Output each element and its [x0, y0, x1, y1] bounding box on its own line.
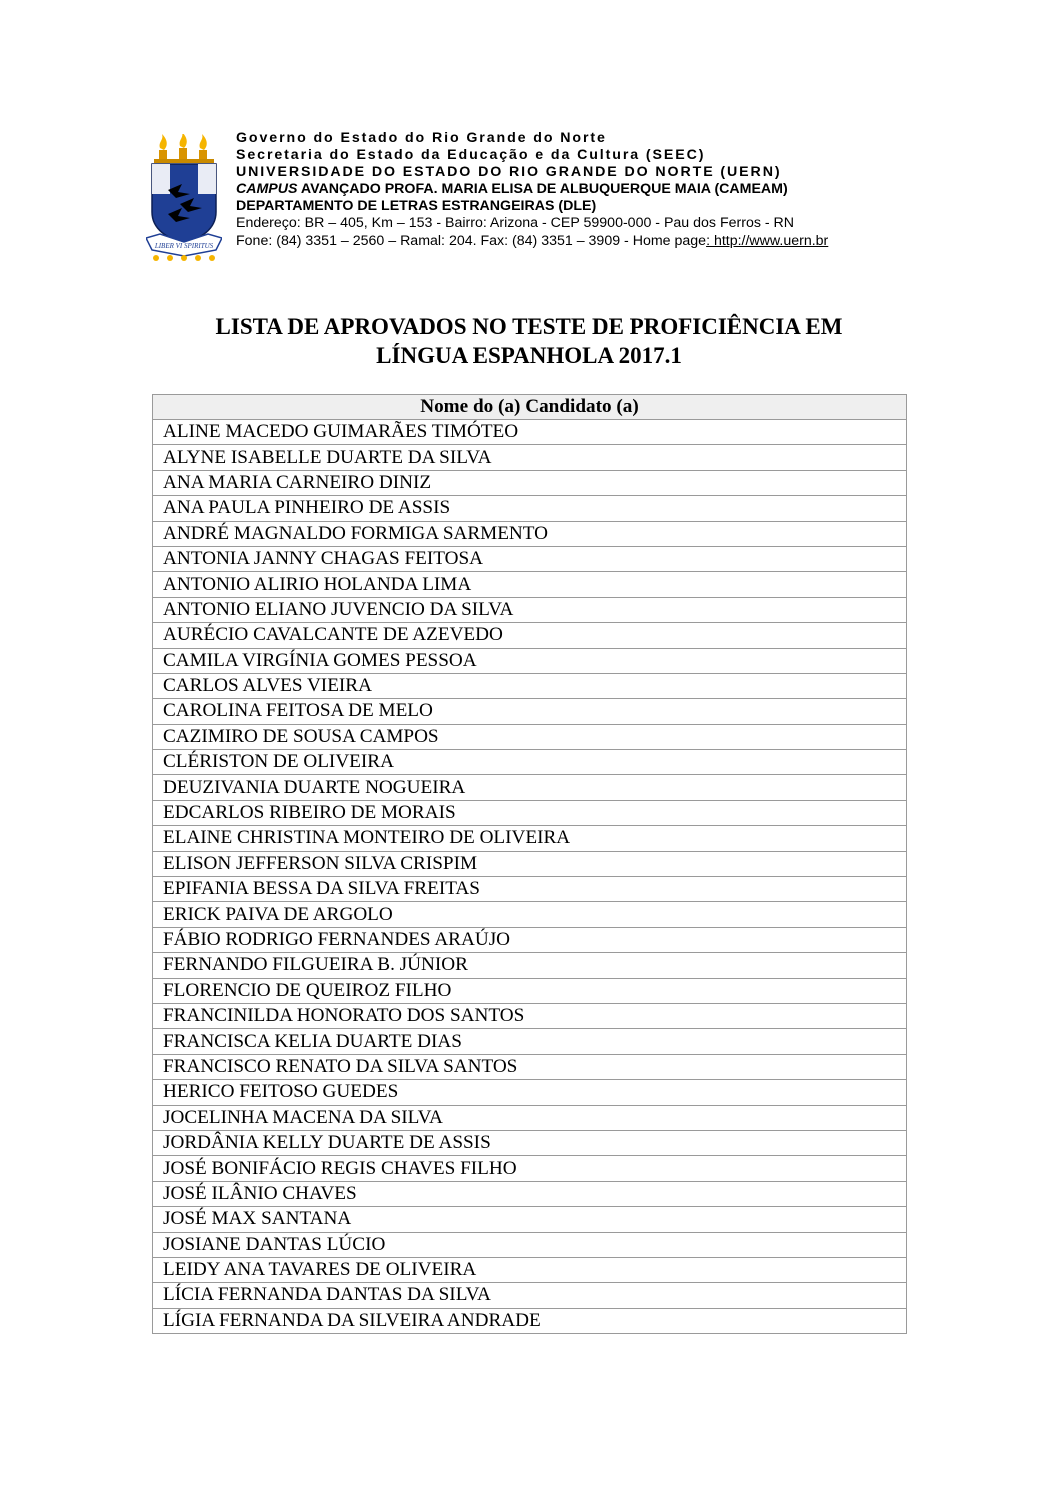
- table-row: [153, 775, 907, 800]
- candidate-name-cell: ALINE MACEDO GUIMARÃES TIMÓTEO: [153, 420, 907, 445]
- table-row: [153, 546, 907, 571]
- table-row: [153, 521, 907, 546]
- candidate-name-cell: JOSÉ MAX SANTANA: [153, 1207, 907, 1232]
- letterhead-contact: [236, 233, 828, 250]
- table-row: [153, 902, 907, 927]
- table-row: [153, 1105, 907, 1130]
- candidate-name-cell: JOSIANE DANTAS LÚCIO: [153, 1232, 907, 1257]
- torch-icon: [159, 134, 167, 160]
- candidate-name-cell: ALYNE ISABELLE DUARTE DA SILVA: [153, 445, 907, 470]
- table-row: [153, 572, 907, 597]
- homepage-link[interactable]: : http://www.uern.br: [706, 232, 829, 249]
- table-row: [153, 877, 907, 902]
- candidate-name-cell: ANTONIA JANNY CHAGAS FEITOSA: [153, 546, 907, 571]
- page-title: [0, 312, 1058, 370]
- letterhead-campus-italic: CAMPUS: [236, 181, 298, 198]
- table-row: [153, 927, 907, 952]
- table-row: [153, 1003, 907, 1028]
- candidate-name-cell: FÁBIO RODRIGO FERNANDES ARAÚJO: [153, 927, 907, 952]
- table-header-row: [153, 395, 907, 420]
- page-title-line2: LÍNGUA ESPANHOLA 2017.1: [376, 343, 682, 368]
- table-row: [153, 648, 907, 673]
- candidate-name-cell: ANTONIO ELIANO JUVENCIO DA SILVA: [153, 597, 907, 622]
- table-row: [153, 851, 907, 876]
- table-row: [153, 496, 907, 521]
- letterhead-university: UNIVERSIDADE DO ESTADO DO RIO GRANDE DO NORTE (UERN): [236, 164, 782, 181]
- letterhead-phone: Fone: (84) 3351 – 2560 – Ramal: 204. Fax: (84) 3351 – 3909 - Home page: [236, 232, 707, 249]
- candidate-name-cell: CAZIMIRO DE SOUSA CAMPOS: [153, 724, 907, 749]
- candidate-name-cell: CAROLINA FEITOSA DE MELO: [153, 699, 907, 724]
- table-row: [153, 445, 907, 470]
- candidate-name-cell: CARLOS ALVES VIEIRA: [153, 673, 907, 698]
- candidate-name-cell: CAMILA VIRGÍNIA GOMES PESSOA: [153, 648, 907, 673]
- table-row: [153, 1181, 907, 1206]
- table-row: [153, 826, 907, 851]
- torch-icon: [199, 134, 207, 160]
- table-row: [153, 420, 907, 445]
- letterhead: [146, 130, 926, 270]
- candidate-name-cell: EPIFANIA BESSA DA SILVA FREITAS: [153, 877, 907, 902]
- candidate-name-cell: JOSÉ ILÂNIO CHAVES: [153, 1181, 907, 1206]
- table-row: [153, 1207, 907, 1232]
- candidate-name-cell: ELISON JEFFERSON SILVA CRISPIM: [153, 851, 907, 876]
- candidate-name-cell: JOSÉ BONIFÁCIO REGIS CHAVES FILHO: [153, 1156, 907, 1181]
- candidate-name-cell: FERNANDO FILGUEIRA B. JÚNIOR: [153, 953, 907, 978]
- candidate-name-cell: DEUZIVANIA DUARTE NOGUEIRA: [153, 775, 907, 800]
- letterhead-text: [236, 130, 828, 250]
- candidate-name-cell: ELAINE CHRISTINA MONTEIRO DE OLIVEIRA: [153, 826, 907, 851]
- letterhead-secretariat: Secretaria do Estado da Educação e da Cultura (SEEC): [236, 147, 706, 164]
- table-row: [153, 1156, 907, 1181]
- candidate-name-cell: LEIDY ANA TAVARES DE OLIVEIRA: [153, 1257, 907, 1282]
- candidate-name-cell: LÍCIA FERNANDA DANTAS DA SILVA: [153, 1283, 907, 1308]
- table-row: [153, 1080, 907, 1105]
- table-row: [153, 1232, 907, 1257]
- letterhead-campus-name: AVANÇADO PROFA. MARIA ELISA DE ALBUQUERQUE MAIA (CAMEAM): [297, 181, 788, 198]
- table-row: [153, 470, 907, 495]
- letterhead-government: Governo do Estado do Rio Grande do Norte: [236, 130, 607, 146]
- uern-crest-logo: [146, 134, 222, 262]
- table-row: [153, 1257, 907, 1282]
- page-title-line1: LISTA DE APROVADOS NO TESTE DE PROFICIÊNCIA EM: [215, 314, 843, 339]
- table-row: [153, 1283, 907, 1308]
- candidate-name-cell: FLORENCIO DE QUEIROZ FILHO: [153, 978, 907, 1003]
- table-row: [153, 750, 907, 775]
- table-body: [153, 420, 907, 1334]
- table-row: [153, 953, 907, 978]
- letterhead-address: Endereço: BR – 405, Km – 153 - Bairro: Arizona - CEP 59900-000 - Pau dos Ferros - RN: [236, 215, 795, 232]
- candidate-name-cell: EDCARLOS RIBEIRO DE MORAIS: [153, 800, 907, 825]
- candidate-name-cell: JORDÂNIA KELLY DUARTE DE ASSIS: [153, 1130, 907, 1155]
- table-row: [153, 1029, 907, 1054]
- candidate-name-cell: JOCELINHA MACENA DA SILVA: [153, 1105, 907, 1130]
- candidate-name-cell: ERICK PAIVA DE ARGOLO: [153, 902, 907, 927]
- candidate-name-cell: FRANCISCO RENATO DA SILVA SANTOS: [153, 1054, 907, 1079]
- candidate-name-cell: CLÉRISTON DE OLIVEIRA: [153, 750, 907, 775]
- letterhead-department: DEPARTAMENTO DE LETRAS ESTRANGEIRAS (DLE): [236, 198, 597, 215]
- candidate-name-cell: ANDRÉ MAGNALDO FORMIGA SARMENTO: [153, 521, 907, 546]
- table-row: [153, 623, 907, 648]
- candidate-name-cell: ANA PAULA PINHEIRO DE ASSIS: [153, 496, 907, 521]
- table-row: [153, 699, 907, 724]
- candidate-name-cell: FRANCISCA KELIA DUARTE DIAS: [153, 1029, 907, 1054]
- candidate-name-cell: HERICO FEITOSO GUEDES: [153, 1080, 907, 1105]
- table-row: [153, 1054, 907, 1079]
- candidate-name-cell: LÍGIA FERNANDA DA SILVEIRA ANDRADE: [153, 1308, 907, 1333]
- torch-icon: [179, 134, 187, 160]
- candidate-name-cell: AURÉCIO CAVALCANTE DE AZEVEDO: [153, 623, 907, 648]
- candidate-name-cell: ANTONIO ALIRIO HOLANDA LIMA: [153, 572, 907, 597]
- table-row: [153, 1308, 907, 1333]
- column-header-candidate-name: Nome do (a) Candidato (a): [153, 395, 907, 420]
- table-row: [153, 597, 907, 622]
- table-row: [153, 1130, 907, 1155]
- candidate-name-cell: ANA MARIA CARNEIRO DINIZ: [153, 470, 907, 495]
- letterhead-campus: [236, 181, 828, 198]
- logo-motto: LIBER VI SPIRITUS: [154, 242, 214, 250]
- table-row: [153, 673, 907, 698]
- candidate-name-cell: FRANCINILDA HONORATO DOS SANTOS: [153, 1003, 907, 1028]
- table-row: [153, 724, 907, 749]
- table-row: [153, 800, 907, 825]
- table-row: [153, 978, 907, 1003]
- approved-candidates-table: [152, 394, 907, 1334]
